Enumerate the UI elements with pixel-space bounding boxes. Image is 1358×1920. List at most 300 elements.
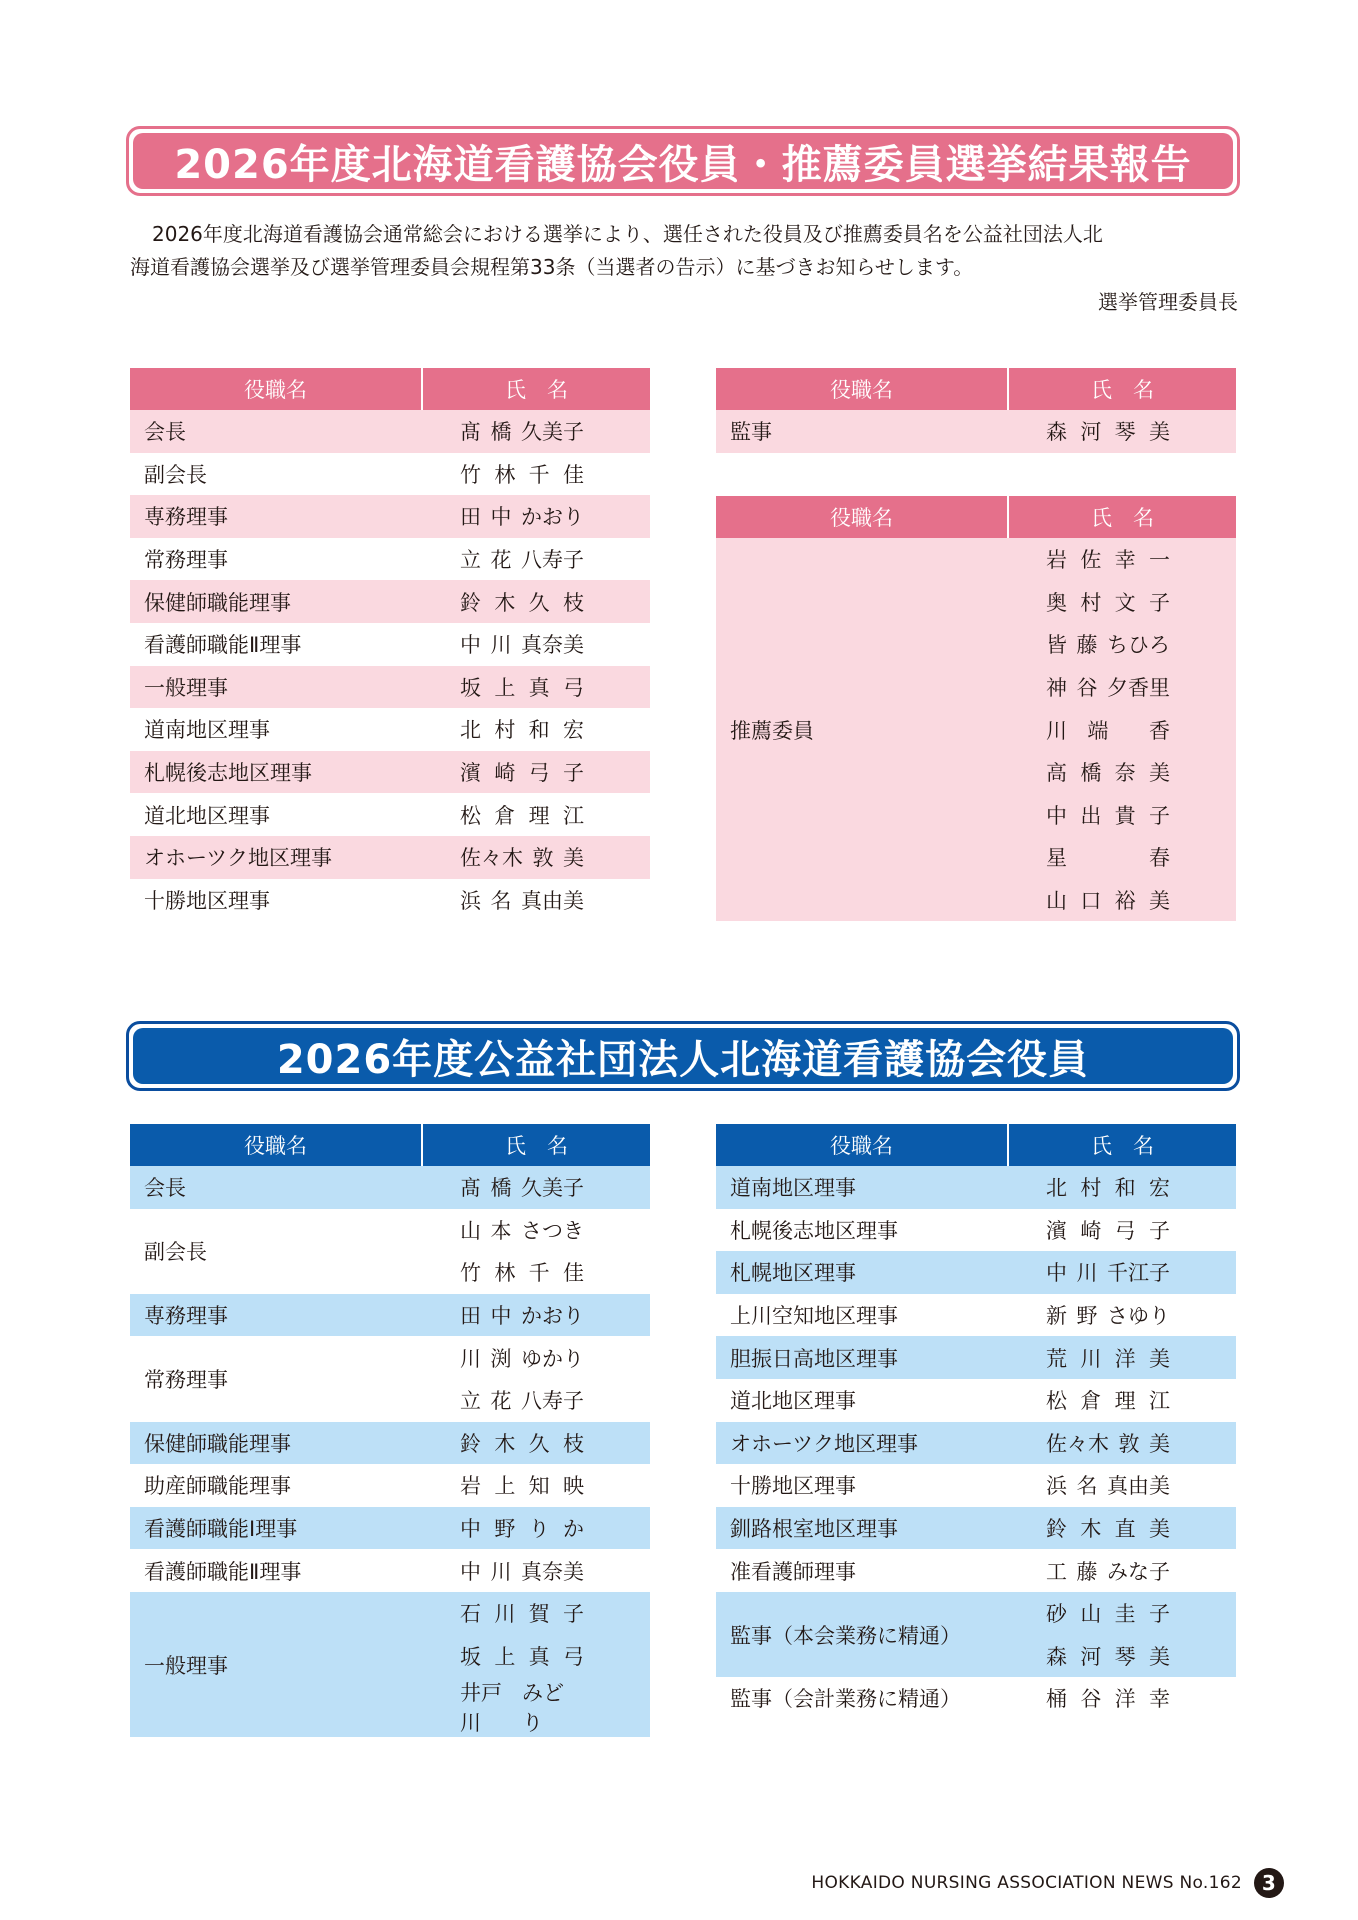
person-name — [1008, 1166, 1236, 1209]
name-part: 理 — [1114, 1389, 1136, 1414]
person-name — [422, 1379, 650, 1422]
name-part: 村 — [494, 718, 516, 743]
person-name — [422, 453, 650, 496]
name-part: 理 — [528, 803, 550, 828]
name-part: 村 — [1080, 1176, 1102, 1201]
role-label: 胆振日高地区理事 — [716, 1336, 1008, 1379]
table-row — [716, 1464, 1236, 1507]
table-row — [130, 1507, 650, 1550]
name-part: 枝 — [562, 1431, 584, 1456]
role-label: 看護師職能Ⅱ理事 — [144, 1559, 302, 1584]
nomination-committee-table — [716, 496, 1236, 921]
table-row — [130, 793, 650, 836]
name-part: 上 — [494, 675, 516, 700]
name-part: 田 — [460, 505, 481, 530]
intro-line-1: 2026年度北海道看護協会通常総会における選挙により、選任された役員及び推薦委員名を公益社団法人北 — [152, 222, 1103, 246]
col-header-role: 役職名 — [130, 1124, 422, 1166]
role-label: 十勝地区理事 — [144, 888, 270, 913]
table-row — [130, 1464, 650, 1507]
name-part: 花 — [490, 1389, 512, 1414]
role-label: 看護師職能Ⅱ理事 — [144, 633, 302, 658]
person-name — [422, 1635, 650, 1678]
person-name — [1008, 1549, 1236, 1592]
name-part: さゆり — [1107, 1304, 1170, 1329]
name-part: 崎 — [494, 761, 516, 786]
table-row — [130, 751, 650, 794]
table-row — [716, 1209, 1236, 1252]
name-part: 真 — [528, 1644, 550, 1669]
name-part: 子 — [562, 761, 584, 786]
name-part: 井戸川 — [460, 1681, 502, 1736]
name-part: 久美子 — [521, 420, 584, 445]
person-name — [1008, 836, 1236, 879]
name-part: 久 — [528, 1431, 550, 1456]
name-part: 北 — [460, 718, 481, 743]
table-row — [716, 1549, 1236, 1592]
col-header-name: 氏 名 — [1008, 496, 1236, 538]
role-label: 看護師職能Ⅰ理事 — [130, 1507, 422, 1550]
name-part: 映 — [562, 1474, 584, 1499]
col-header-role: 役職名 — [716, 1124, 1008, 1166]
name-part: 浜 — [1046, 1474, 1067, 1499]
name-part: 枝 — [562, 590, 584, 615]
name-part: 橋 — [490, 420, 512, 445]
name-part: 洋 — [1114, 1346, 1136, 1371]
name-part: 森 — [1046, 420, 1067, 445]
name-part: 美 — [1148, 1346, 1170, 1371]
col-header-role: 役職名 — [716, 496, 1008, 538]
name-part: 山 — [1080, 1602, 1102, 1627]
name-part: 弓 — [528, 761, 550, 786]
name-part: ちひろ — [1107, 633, 1170, 658]
table-row — [130, 580, 650, 623]
name-part: 鈴 — [460, 1431, 481, 1456]
role-label: 上川空知地区理事 — [730, 1304, 898, 1329]
name-part: 山 — [460, 1218, 481, 1243]
name-part: 文 — [1114, 590, 1136, 615]
col-header-name: 氏 名 — [1008, 368, 1236, 410]
name-part: 林 — [494, 462, 516, 487]
name-part: 谷 — [1080, 1687, 1102, 1712]
role-label: 常務理事 — [144, 548, 228, 573]
name-part: 佐々木 — [1046, 1431, 1109, 1456]
name-part: 川 — [1046, 718, 1067, 743]
name-part: 松 — [460, 803, 481, 828]
name-part: 出 — [1080, 803, 1102, 828]
name-part: 崎 — [1080, 1218, 1102, 1243]
name-part: 裕 — [1114, 889, 1136, 914]
name-part: 真由美 — [521, 888, 584, 913]
name-part: 坂 — [460, 1644, 481, 1669]
person-name — [422, 751, 650, 794]
name-part: 藤 — [1076, 1559, 1098, 1584]
name-part: 奈 — [1114, 761, 1136, 786]
name-part: 河 — [1080, 420, 1102, 445]
role-label: 監事 — [716, 410, 1008, 453]
name-part: 美 — [1148, 1517, 1170, 1542]
role-label: 会長 — [130, 410, 422, 453]
person-name — [422, 1592, 650, 1635]
name-part: 敦 — [532, 846, 554, 871]
name-part: 川 — [490, 1559, 512, 1584]
person-name — [422, 495, 650, 538]
role-label: 保健師職能理事 — [130, 580, 422, 623]
election-title-banner — [126, 126, 1240, 196]
person-name — [1008, 581, 1236, 624]
table-row — [130, 1549, 650, 1592]
name-part: 砂 — [1046, 1602, 1067, 1627]
person-name — [422, 1209, 650, 1252]
name-part: り — [528, 1517, 550, 1542]
name-part: 美 — [563, 846, 584, 871]
name-part: 貴 — [1114, 803, 1136, 828]
name-part: 濱 — [1046, 1218, 1067, 1243]
person-name — [1008, 410, 1236, 453]
name-part: 藤 — [1076, 633, 1098, 658]
name-part: 花 — [490, 548, 512, 573]
name-part: 中 — [460, 1559, 481, 1584]
role-label: 推薦委員 — [716, 538, 1008, 921]
name-part: 口 — [1080, 889, 1102, 914]
role-label: 道南地区理事 — [716, 1166, 1008, 1209]
name-part: 中 — [490, 1304, 512, 1329]
name-part: 一 — [1148, 548, 1170, 573]
person-name — [422, 623, 650, 666]
role-label: 札幌地区理事 — [716, 1251, 1008, 1294]
name-part: 真奈美 — [521, 633, 584, 658]
name-part: 野 — [494, 1517, 516, 1542]
person-name — [422, 1166, 650, 1209]
name-part: 子 — [562, 1602, 584, 1627]
name-part: 鈴 — [460, 590, 481, 615]
name-part: 神 — [1046, 676, 1067, 701]
table-row — [130, 410, 650, 453]
table-row — [130, 1166, 650, 1209]
name-part: 鈴 — [1046, 1517, 1067, 1542]
name-part: 中 — [1046, 803, 1067, 828]
person-name — [422, 580, 650, 623]
name-part: 髙 — [460, 1176, 481, 1201]
name-part: 橋 — [1080, 761, 1102, 786]
person-name — [422, 1549, 650, 1592]
role-label: 一般理事 — [130, 666, 422, 709]
table-row — [716, 1677, 1236, 1720]
name-part: 佐々木 — [460, 846, 523, 871]
officers-title: 2026年度公益社団法人北海道看護協会役員 — [133, 1028, 1233, 1084]
person-name — [1008, 623, 1236, 666]
name-part: 弓 — [562, 675, 584, 700]
table-row — [130, 1294, 650, 1337]
name-part: 中 — [460, 633, 481, 658]
col-header-name: 氏 名 — [422, 1124, 650, 1166]
name-part: 子 — [1148, 803, 1170, 828]
person-name — [422, 1677, 650, 1737]
name-part: 浜 — [460, 888, 481, 913]
election-title: 2026年度北海道看護協会役員・推薦委員選挙結果報告 — [133, 133, 1233, 189]
name-part: 河 — [1080, 1644, 1102, 1669]
name-part: 真由美 — [1107, 1474, 1170, 1499]
name-part: 中 — [490, 505, 512, 530]
table-row — [716, 410, 1236, 453]
person-name — [1008, 1635, 1236, 1678]
name-part: 立 — [460, 548, 481, 573]
person-name — [1008, 879, 1236, 922]
name-part: 橋 — [490, 1176, 512, 1201]
role-label: 専務理事 — [130, 1294, 422, 1337]
table-row — [130, 1209, 650, 1252]
name-part: 美 — [1149, 1431, 1170, 1456]
table-row — [130, 836, 650, 879]
officers-left-table — [130, 1124, 650, 1737]
name-part: 中 — [1046, 1261, 1067, 1286]
table-row — [716, 1336, 1236, 1379]
role-label: 常務理事 — [144, 1367, 228, 1392]
election-auditor-table — [716, 368, 1236, 453]
page-number: 3 — [1254, 1868, 1284, 1898]
name-part: 木 — [494, 1431, 516, 1456]
table-row — [716, 538, 1236, 581]
person-name — [1008, 1422, 1236, 1465]
role-label: 監事（会計業務に精通） — [730, 1687, 961, 1712]
name-part: ゆかり — [521, 1346, 584, 1371]
name-part: 木 — [494, 590, 516, 615]
role-label: 札幌後志地区理事 — [130, 751, 422, 794]
col-header-role: 役職名 — [130, 368, 422, 410]
table-row — [130, 453, 650, 496]
name-part: 岩 — [1046, 548, 1067, 573]
person-name — [1008, 794, 1236, 837]
name-part: みどり — [522, 1681, 564, 1736]
role-label: オホーツク地区理事 — [130, 836, 422, 879]
name-part: 名 — [490, 888, 512, 913]
name-part: 奥 — [1046, 590, 1067, 615]
col-header-name: 氏 名 — [1008, 1124, 1236, 1166]
name-part: 川 — [1076, 1261, 1098, 1286]
name-part: 香 — [1148, 718, 1170, 743]
name-part: 真奈美 — [521, 1559, 584, 1584]
page-footer — [811, 1868, 1284, 1898]
name-part: 森 — [1046, 1644, 1067, 1669]
person-name — [1008, 1209, 1236, 1252]
role-label: 専務理事 — [130, 495, 422, 538]
name-part: 夕香里 — [1107, 676, 1170, 701]
intro-line-2: 海道看護協会選挙及び選挙管理委員会規程第33条（当選者の告示）に基づきお知らせします。 — [130, 255, 974, 279]
table-row — [130, 1592, 650, 1635]
name-part: 美 — [1148, 420, 1170, 445]
name-part: 桶 — [1046, 1687, 1067, 1712]
person-name — [1008, 538, 1236, 581]
name-part: 幸 — [1148, 1687, 1170, 1712]
table-row — [716, 1294, 1236, 1337]
person-name — [1008, 1379, 1236, 1422]
col-header-role: 役職名 — [716, 368, 1008, 410]
name-part: 石 — [460, 1602, 481, 1627]
table-row — [716, 1379, 1236, 1422]
person-name — [422, 1294, 650, 1337]
person-name — [1008, 1592, 1236, 1635]
person-name — [1008, 751, 1236, 794]
name-part: 竹 — [460, 1261, 481, 1286]
name-part: か — [562, 1517, 584, 1542]
table-row — [716, 1507, 1236, 1550]
name-part: 久 — [528, 590, 550, 615]
person-name — [1008, 708, 1236, 751]
name-part: 千 — [528, 1261, 550, 1286]
person-name — [422, 836, 650, 879]
election-intro — [130, 218, 1238, 284]
role-label: 札幌後志地区理事 — [730, 1218, 898, 1243]
name-part: 倉 — [494, 803, 516, 828]
name-part: 谷 — [1076, 676, 1098, 701]
person-name — [422, 1251, 650, 1294]
role-label: オホーツク地区理事 — [716, 1422, 1008, 1465]
name-part: 上 — [494, 1474, 516, 1499]
person-name — [422, 1507, 650, 1550]
name-part: 川 — [1080, 1346, 1102, 1371]
name-part: 美 — [1148, 761, 1170, 786]
name-part: 上 — [494, 1644, 516, 1669]
person-name — [1008, 1677, 1236, 1720]
table-row — [716, 1422, 1236, 1465]
name-part: 松 — [1046, 1389, 1067, 1414]
name-part: 山 — [1046, 889, 1067, 914]
role-label: 会長 — [130, 1166, 422, 1209]
table-row — [130, 1336, 650, 1379]
role-label: 十勝地区理事 — [730, 1474, 856, 1499]
name-part: 幸 — [1114, 548, 1136, 573]
name-part: 新 — [1046, 1304, 1067, 1329]
name-part: 中 — [460, 1517, 481, 1542]
name-part: 竹 — [460, 462, 481, 487]
role-label: 一般理事 — [130, 1592, 422, 1737]
name-part: 琴 — [1114, 420, 1136, 445]
person-name — [1008, 1464, 1236, 1507]
name-part: 子 — [1148, 590, 1170, 615]
role-label: 道北地区理事 — [144, 803, 270, 828]
name-part: 江 — [1148, 1389, 1170, 1414]
name-part: 和 — [1114, 1176, 1136, 1201]
election-officers-table — [130, 368, 650, 921]
table-row — [130, 708, 650, 751]
role-label: 釧路根室地区理事 — [716, 1507, 1008, 1550]
name-part: 久美子 — [521, 1176, 584, 1201]
person-name — [1008, 1507, 1236, 1550]
name-part: 濱 — [460, 761, 481, 786]
name-part: 野 — [1076, 1304, 1098, 1329]
name-part: 宏 — [1148, 1176, 1170, 1201]
name-part: 名 — [1076, 1474, 1098, 1499]
table-row — [130, 538, 650, 581]
name-part: 高 — [1046, 761, 1067, 786]
name-part: 端 — [1087, 718, 1109, 743]
name-part: かおり — [521, 1304, 584, 1329]
name-part: 佳 — [562, 462, 584, 487]
name-part: 川 — [460, 1346, 481, 1371]
name-part: 立 — [460, 1389, 481, 1414]
name-part: 坂 — [460, 675, 481, 700]
name-part: 琴 — [1114, 1644, 1136, 1669]
name-part: 宏 — [562, 718, 584, 743]
name-part: 直 — [1114, 1517, 1136, 1542]
person-name — [1008, 1294, 1236, 1337]
election-signer: 選挙管理委員長 — [1098, 290, 1238, 314]
name-part: 八寿子 — [521, 1389, 584, 1414]
person-name — [422, 1464, 650, 1507]
role-label: 准看護師理事 — [730, 1559, 856, 1584]
officers-title-banner — [126, 1021, 1240, 1091]
name-part: 千江子 — [1107, 1261, 1170, 1286]
name-part: 江 — [562, 803, 584, 828]
person-name — [422, 793, 650, 836]
person-name — [1008, 1251, 1236, 1294]
table-row — [130, 495, 650, 538]
name-part: 倉 — [1080, 1389, 1102, 1414]
name-part: 美 — [1148, 889, 1170, 914]
name-part: 岩 — [460, 1474, 481, 1499]
person-name — [422, 410, 650, 453]
name-part: 子 — [1148, 1602, 1170, 1627]
role-label: 保健師職能理事 — [130, 1422, 422, 1465]
table-row — [130, 879, 650, 922]
name-part: 賀 — [528, 1602, 550, 1627]
name-part: 千 — [528, 462, 550, 487]
name-part: 工 — [1046, 1559, 1067, 1584]
name-part: みな子 — [1107, 1559, 1170, 1584]
name-part: 皆 — [1046, 633, 1067, 658]
table-row — [130, 623, 650, 666]
name-part: 知 — [528, 1474, 550, 1499]
name-part: 北 — [1046, 1176, 1067, 1201]
name-part: 八寿子 — [521, 548, 584, 573]
table-row — [716, 1251, 1236, 1294]
person-name — [422, 666, 650, 709]
role-label: 副会長 — [144, 1240, 207, 1265]
name-part: 木 — [1080, 1517, 1102, 1542]
name-part: 和 — [528, 718, 550, 743]
name-part: 星 — [1046, 846, 1067, 871]
person-name — [422, 538, 650, 581]
name-part: 本 — [490, 1218, 512, 1243]
table-row — [716, 1592, 1236, 1635]
name-part: 川 — [494, 1602, 516, 1627]
person-name — [422, 1336, 650, 1379]
table-row — [130, 666, 650, 709]
table-row — [130, 1422, 650, 1465]
name-part: さつき — [521, 1218, 584, 1243]
name-part: 春 — [1148, 846, 1170, 871]
table-row — [716, 1166, 1236, 1209]
name-part: 子 — [1148, 1218, 1170, 1243]
name-part: 荒 — [1046, 1346, 1067, 1371]
name-part: かおり — [521, 505, 584, 530]
officers-right-table — [716, 1124, 1236, 1720]
person-name — [1008, 1336, 1236, 1379]
name-part: 真 — [528, 675, 550, 700]
name-part: 川 — [490, 633, 512, 658]
col-header-name: 氏 名 — [422, 368, 650, 410]
person-name — [422, 1422, 650, 1465]
name-part: 田 — [460, 1304, 481, 1329]
name-part: 林 — [494, 1261, 516, 1286]
person-name — [422, 708, 650, 751]
name-part: 弓 — [1114, 1218, 1136, 1243]
name-part: 洋 — [1114, 1687, 1136, 1712]
name-part: 美 — [1148, 1644, 1170, 1669]
role-label: 助産師職能理事 — [144, 1474, 291, 1499]
role-label: 道北地区理事 — [730, 1389, 856, 1414]
name-part: 村 — [1080, 590, 1102, 615]
name-part: 髙 — [460, 420, 481, 445]
